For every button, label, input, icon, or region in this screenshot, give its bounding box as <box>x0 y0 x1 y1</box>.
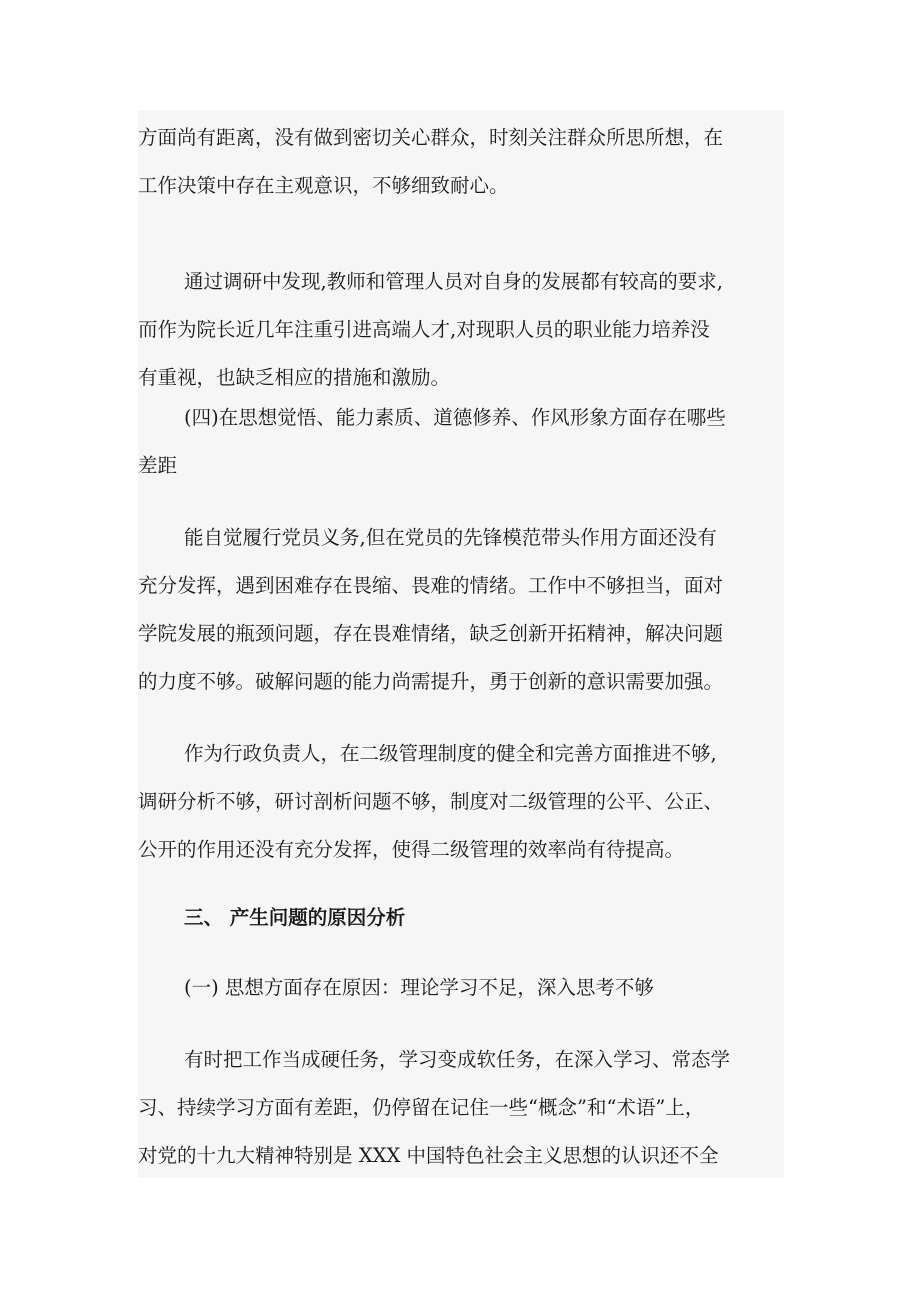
subheading-ideology-causes <box>138 964 784 1012</box>
subheading-section-four <box>138 394 784 490</box>
text-line: 学院发展的瓶颈问题，存在畏难情绪，缺乏创新开拓精神，解决问题 <box>138 622 724 645</box>
text-line: 的力度不够。破解问题的能力尚需提升，勇于创新的意识需要加强。 <box>138 670 724 693</box>
text-line: (一) 思想方面存在原因：理论学习不足，深入思考不够 <box>184 976 654 999</box>
text-line: (四)在思想觉悟、能力素质、道德修养、作风形象方面存在哪些 <box>184 406 726 429</box>
text-line: 通过调研中发现,教师和管理人员对自身的发展都有较高的要求, <box>184 270 723 293</box>
section-heading-three <box>138 894 784 942</box>
text-line: 有时把工作当成硬任务，学习变成软任务，在深入学习、常态学 <box>184 1048 731 1071</box>
text-line: 公开的作用还没有充分发挥，使得二级管理的效率尚有待提高。 <box>138 838 685 861</box>
paragraph-research-findings <box>138 258 784 402</box>
text-line: 习、持续学习方面有差距，仍停留在记住一些“概念”和“术语”上， <box>138 1096 705 1119</box>
paragraph-learning-gaps <box>138 1036 784 1180</box>
text-line: 充分发挥，遇到困难存在畏缩、畏难的情绪。工作中不够担当，面对 <box>138 574 724 597</box>
text-line: 对党的十九大精神特别是 XXX 中国特色社会主义思想的认识还不全 <box>138 1144 719 1167</box>
heading-line: 三、 产生问题的原因分析 <box>184 906 406 929</box>
text-line: 调研分析不够，研讨剖析问题不够，制度对二级管理的公平、公正、 <box>138 790 724 813</box>
text-line: 作为行政负责人，在二级管理制度的健全和完善方面推进不够, <box>184 742 717 765</box>
text-line: 差距 <box>138 454 178 477</box>
paragraph-administrative-role <box>138 730 784 874</box>
text-line: 有重视，也缺乏相应的措施和激励。 <box>138 366 451 389</box>
text-line: 能自觉履行党员义务,但在党员的先锋模范带头作用方面还没有 <box>184 526 717 549</box>
text-line: 而作为院长近几年注重引进高端人才,对现职人员的职业能力培养没 <box>138 318 710 341</box>
text-line: 工作决策中存在主观意识，不够细致耐心。 <box>138 174 509 197</box>
text-line: 方面尚有距离，没有做到密切关心群众，时刻关注群众所思所想，在 <box>138 126 724 149</box>
document-text-block <box>138 110 784 1178</box>
paragraph-party-duty <box>138 514 784 706</box>
paragraph-service-awareness <box>138 114 784 210</box>
